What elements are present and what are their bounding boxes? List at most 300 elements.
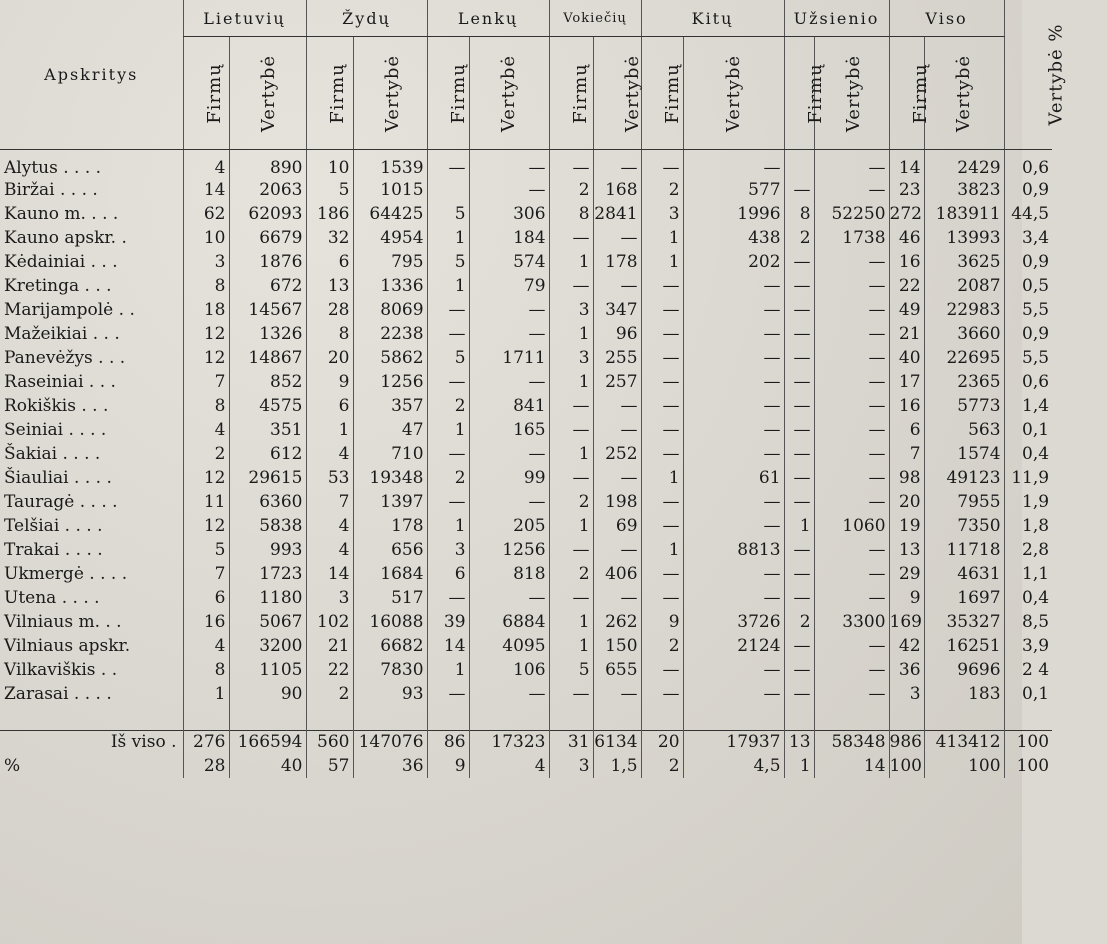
table-cell: 1,4 [1004, 394, 1052, 418]
table-cell: 1 [641, 250, 683, 274]
table-cell: 255 [593, 346, 641, 370]
table-cell: — [683, 370, 784, 394]
table-cell: 20 [889, 490, 924, 514]
table-cell: 6360 [229, 490, 306, 514]
table-cell: 11,9 [1004, 466, 1052, 490]
table-row [0, 346, 1052, 370]
table-cell: 7 [183, 370, 229, 394]
table-cell: 3 [549, 754, 593, 778]
table-cell: 36 [889, 658, 924, 682]
table-cell: — [641, 394, 683, 418]
table-cell: 102 [306, 610, 353, 634]
table-cell: — [593, 418, 641, 442]
table-cell: — [641, 442, 683, 466]
table-cell: 2087 [924, 274, 1004, 298]
table-cell: 6 [306, 394, 353, 418]
table-cell: — [683, 418, 784, 442]
table-cell: 169 [889, 610, 924, 634]
table-cell: 52250 [814, 202, 889, 226]
table-cell: 1 [549, 514, 593, 538]
table-cell: 1 [549, 322, 593, 346]
table-row [0, 322, 1052, 346]
table-cell: 0,9 [1004, 178, 1052, 202]
table-cell: 47 [353, 418, 427, 442]
table-cell: — [814, 178, 889, 202]
table-cell [427, 178, 469, 202]
table-cell: — [683, 346, 784, 370]
table-row [0, 514, 1052, 538]
table-cell: — [641, 346, 683, 370]
table-cell: — [814, 442, 889, 466]
table-cell: 993 [229, 538, 306, 562]
table-row [0, 538, 1052, 562]
table-cell: 184 [469, 226, 549, 250]
table-cell: 3 [641, 202, 683, 226]
table-cell: 69 [593, 514, 641, 538]
table-cell: 3 [549, 298, 593, 322]
table-cell: 1256 [469, 538, 549, 562]
table-cell: 7350 [924, 514, 1004, 538]
table-cell: 17 [889, 370, 924, 394]
table-cell: 17937 [683, 730, 784, 754]
table-cell: 3,4 [1004, 226, 1052, 250]
table-cell: — [683, 682, 784, 706]
table-cell: — [549, 682, 593, 706]
table-cell: 9 [889, 586, 924, 610]
table-cell: 1 [549, 250, 593, 274]
row-label: Kėdainiai . . . [4, 252, 118, 272]
table-cell: — [683, 490, 784, 514]
table-cell: — [814, 538, 889, 562]
table-cell: 1336 [353, 274, 427, 298]
table-cell: — [683, 274, 784, 298]
vertybe-header: Vertybė [381, 54, 403, 132]
table-cell: 1 [784, 514, 814, 538]
table-cell: 3625 [924, 250, 1004, 274]
table-row [0, 226, 1052, 250]
table-cell: 2 4 [1004, 658, 1052, 682]
table-cell: 1 [641, 466, 683, 490]
table-cell: 0,6 [1004, 370, 1052, 394]
table-row [0, 634, 1052, 658]
table-row [0, 562, 1052, 586]
table-row [0, 370, 1052, 394]
table-cell: 2 [306, 682, 353, 706]
table-cell: 7 [183, 562, 229, 586]
table-cell: — [641, 514, 683, 538]
vertybe-header: Vertybė [498, 54, 520, 132]
table-cell: 1 [306, 418, 353, 442]
table-cell: — [683, 298, 784, 322]
table-cell: 7 [889, 442, 924, 466]
table-cell: 795 [353, 250, 427, 274]
table-cell: 36 [353, 754, 427, 778]
table-cell: 4 [306, 538, 353, 562]
table-cell: 1256 [353, 370, 427, 394]
row-label: % [4, 756, 21, 776]
table-cell: 17323 [469, 730, 549, 754]
table-cell: 178 [353, 514, 427, 538]
table-cell: — [549, 538, 593, 562]
table-cell: 2 [549, 178, 593, 202]
table-cell: 183911 [924, 202, 1004, 226]
table-cell: 5838 [229, 514, 306, 538]
group-uzsienio: Užsienio [784, 0, 889, 37]
table-cell: — [683, 562, 784, 586]
table-cell: 6 [306, 250, 353, 274]
table-cell: 8 [183, 274, 229, 298]
table-cell: 86 [427, 730, 469, 754]
table-cell: 3 [183, 250, 229, 274]
table-cell: — [683, 658, 784, 682]
table-cell: 4 [306, 442, 353, 466]
table-cell: 5 [427, 202, 469, 226]
table-cell: 1 [183, 682, 229, 706]
table-cell: 19 [889, 514, 924, 538]
table-cell: 5,5 [1004, 298, 1052, 322]
table-cell: 5 [427, 250, 469, 274]
table-cell: 841 [469, 394, 549, 418]
table-cell: — [784, 442, 814, 466]
table-cell: — [814, 586, 889, 610]
table-cell: 198 [593, 490, 641, 514]
table-cell: 3726 [683, 610, 784, 634]
table-cell: 183 [924, 682, 1004, 706]
table-cell: 8 [549, 202, 593, 226]
table-cell: 8 [183, 658, 229, 682]
row-label: Šakiai . . . . [4, 444, 101, 464]
table-cell: 2 [641, 754, 683, 778]
table-cell: 32 [306, 226, 353, 250]
table-cell: — [784, 298, 814, 322]
table-cell: 1876 [229, 250, 306, 274]
table-cell: 5 [427, 346, 469, 370]
table-cell: 257 [593, 370, 641, 394]
table-cell: 13993 [924, 226, 1004, 250]
table-cell: 21 [889, 322, 924, 346]
firmu-header: Firmų [447, 62, 469, 124]
table-cell: 1 [427, 514, 469, 538]
table-cell: 0,5 [1004, 274, 1052, 298]
table-cell: 13 [784, 730, 814, 754]
table-cell: — [784, 418, 814, 442]
table-cell: — [593, 150, 641, 179]
table-cell: 5773 [924, 394, 1004, 418]
table-cell: 1539 [353, 150, 427, 179]
table-cell: 0,4 [1004, 442, 1052, 466]
table-cell: — [641, 490, 683, 514]
table-cell: 100 [1004, 754, 1052, 778]
table-cell: — [683, 150, 784, 179]
row-label: Ukmergė . . . . [4, 564, 128, 584]
table-cell: 1 [549, 610, 593, 634]
table-cell: 306 [469, 202, 549, 226]
table-cell: 7 [306, 490, 353, 514]
table-cell: 2063 [229, 178, 306, 202]
table-cell: — [469, 442, 549, 466]
table-cell: 62 [183, 202, 229, 226]
table-cell: 106 [469, 658, 549, 682]
row-label: Iš viso . [0, 730, 183, 754]
table-cell: — [549, 274, 593, 298]
row-label: Vilkaviškis . . [4, 660, 118, 680]
row-label: Kauno m. . . . [4, 204, 119, 224]
vertybe-header: Vertybė [842, 54, 864, 132]
table-cell: 0,1 [1004, 682, 1052, 706]
vertybe-header: Vertybė [953, 54, 975, 132]
table-cell: 22 [889, 274, 924, 298]
table-cell: — [469, 490, 549, 514]
table-cell: — [427, 442, 469, 466]
table-cell: — [469, 370, 549, 394]
table-cell: 4575 [229, 394, 306, 418]
table-cell: 3 [306, 586, 353, 610]
table-cell: 14567 [229, 298, 306, 322]
table-cell: 98 [889, 466, 924, 490]
table-cell: 14 [889, 150, 924, 179]
table-cell: 6682 [353, 634, 427, 658]
table-cell: 79 [469, 274, 549, 298]
table-cell: 165 [469, 418, 549, 442]
table-cell: 13 [306, 274, 353, 298]
table-cell: 13 [889, 538, 924, 562]
table-cell: 2 [784, 610, 814, 634]
vertybe-header: Vertybė [621, 54, 643, 132]
table-cell: 9 [306, 370, 353, 394]
table-cell: — [784, 562, 814, 586]
firmu-header: Firmų [569, 62, 591, 124]
table-cell: — [593, 538, 641, 562]
table-cell: 1697 [924, 586, 1004, 610]
table-cell: 563 [924, 418, 1004, 442]
spacer-row [0, 706, 1052, 730]
table-cell: — [683, 514, 784, 538]
table-cell: — [784, 466, 814, 490]
table-cell: 6884 [469, 610, 549, 634]
table-cell: — [641, 682, 683, 706]
table-cell: 14 [814, 754, 889, 778]
table-cell: 438 [683, 226, 784, 250]
table-cell [784, 150, 814, 179]
table-cell: 1,5 [593, 754, 641, 778]
table-cell: 100 [889, 754, 924, 778]
table-cell: — [427, 682, 469, 706]
table-cell: 2 [641, 178, 683, 202]
table-row [0, 610, 1052, 634]
table-cell: 14867 [229, 346, 306, 370]
row-label: Kauno apskr. . [4, 228, 127, 248]
table-cell: 9 [641, 610, 683, 634]
table-cell: 16251 [924, 634, 1004, 658]
table-cell: 49 [889, 298, 924, 322]
firmu-header: Firmų [661, 62, 683, 124]
firmu-header: Firmų [804, 62, 826, 124]
table-cell: 147076 [353, 730, 427, 754]
table-cell: 61 [683, 466, 784, 490]
table-cell: — [427, 150, 469, 179]
table-cell: 0,4 [1004, 586, 1052, 610]
table-cell: — [814, 346, 889, 370]
table-cell: 5 [549, 658, 593, 682]
table-cell: 7955 [924, 490, 1004, 514]
table-cell: — [814, 298, 889, 322]
table-cell: 574 [469, 250, 549, 274]
table-cell: — [549, 586, 593, 610]
table-body [0, 150, 1052, 779]
table-cell: — [683, 394, 784, 418]
table-cell: 2 [549, 562, 593, 586]
table-cell: 46 [889, 226, 924, 250]
table-cell: 272 [889, 202, 924, 226]
table-cell: 2 [784, 226, 814, 250]
table-cell: 4 [183, 150, 229, 179]
table-cell: 3,9 [1004, 634, 1052, 658]
table-cell: 2 [427, 466, 469, 490]
row-label: Alytus . . . . [4, 158, 102, 178]
table-row [0, 394, 1052, 418]
table-cell: 20 [306, 346, 353, 370]
vertybe-header: Vertybė [723, 54, 745, 132]
table-cell: 100 [1004, 730, 1052, 754]
group-lenku: Lenkų [427, 0, 549, 37]
table-cell: 6 [889, 418, 924, 442]
table-cell: — [814, 682, 889, 706]
table-cell: 2238 [353, 322, 427, 346]
table-cell: 8,5 [1004, 610, 1052, 634]
table-cell: 3 [889, 682, 924, 706]
table-cell: — [814, 250, 889, 274]
table-cell: 1738 [814, 226, 889, 250]
table-cell: 656 [353, 538, 427, 562]
table-cell: 0,6 [1004, 150, 1052, 179]
table-cell: 1 [427, 274, 469, 298]
table-cell: 1015 [353, 178, 427, 202]
table-cell: — [814, 658, 889, 682]
table-row [0, 178, 1052, 202]
table-cell: 14 [427, 634, 469, 658]
vertybe-header: Vertybė [257, 54, 279, 132]
table-cell: 23 [889, 178, 924, 202]
table-row [0, 274, 1052, 298]
table-cell: 18 [183, 298, 229, 322]
table-cell: — [784, 370, 814, 394]
table-cell: 4954 [353, 226, 427, 250]
row-label: Kretinga . . . [4, 276, 112, 296]
table-cell: 5 [183, 538, 229, 562]
table-cell: — [469, 586, 549, 610]
table-cell: 0,9 [1004, 322, 1052, 346]
row-label: Mažeikiai . . . [4, 324, 120, 344]
table-cell: 1 [784, 754, 814, 778]
table-cell: — [549, 466, 593, 490]
table-row [0, 490, 1052, 514]
table-cell: 186 [306, 202, 353, 226]
table-cell: 29615 [229, 466, 306, 490]
table-cell: 28 [183, 754, 229, 778]
table-cell: — [814, 466, 889, 490]
table-cell: 5067 [229, 610, 306, 634]
table-cell: 262 [593, 610, 641, 634]
table-cell: — [814, 562, 889, 586]
table-cell: 1 [549, 370, 593, 394]
row-label: Tauragė . . . . [4, 492, 118, 512]
table-row [0, 442, 1052, 466]
table-cell: 10 [306, 150, 353, 179]
table-cell: 4 [306, 514, 353, 538]
table-row [0, 250, 1052, 274]
table-cell: 168 [593, 178, 641, 202]
table-cell: — [814, 370, 889, 394]
table-cell: 7830 [353, 658, 427, 682]
table-cell: — [784, 586, 814, 610]
table-cell: — [641, 586, 683, 610]
table-cell: 21 [306, 634, 353, 658]
table-cell: — [814, 322, 889, 346]
table-cell: 612 [229, 442, 306, 466]
table-cell: 12 [183, 466, 229, 490]
table-cell: 1060 [814, 514, 889, 538]
group-vokieciu: Vokiečių [549, 0, 641, 37]
table-cell: 64425 [353, 202, 427, 226]
table-cell: 3 [549, 346, 593, 370]
percent-row [0, 754, 1052, 778]
table-cell: 14 [183, 178, 229, 202]
table-row [0, 202, 1052, 226]
totals-row [0, 730, 1052, 754]
table-cell: 6 [183, 586, 229, 610]
table-cell: — [683, 442, 784, 466]
table-cell: 406 [593, 562, 641, 586]
table-cell: 8069 [353, 298, 427, 322]
row-label: Panevėžys . . . [4, 348, 126, 368]
row-label: Vilniaus m. . . [4, 612, 122, 632]
table-cell: 22 [306, 658, 353, 682]
table-cell: — [683, 322, 784, 346]
table-cell: 2 [641, 634, 683, 658]
table-cell: 2 [183, 442, 229, 466]
table-cell: 31 [549, 730, 593, 754]
row-label: Telšiai . . . . [4, 516, 103, 536]
table-row [0, 586, 1052, 610]
table-cell: — [784, 490, 814, 514]
table-cell: 3300 [814, 610, 889, 634]
table-cell: 3 [427, 538, 469, 562]
table-cell: 35327 [924, 610, 1004, 634]
table-cell: 16 [889, 394, 924, 418]
table-cell: — [593, 466, 641, 490]
table-cell: — [641, 322, 683, 346]
table-cell: 99 [469, 466, 549, 490]
table-cell: — [593, 586, 641, 610]
table-cell: 351 [229, 418, 306, 442]
table-cell: 4 [183, 418, 229, 442]
firmu-header: Firmų [203, 62, 225, 124]
table-row [0, 150, 1052, 179]
row-label: Seiniai . . . . [4, 420, 107, 440]
table-cell: 710 [353, 442, 427, 466]
table-cell: — [784, 538, 814, 562]
table-cell: 655 [593, 658, 641, 682]
table-cell: 150 [593, 634, 641, 658]
table-cell: 852 [229, 370, 306, 394]
table-cell: 2429 [924, 150, 1004, 179]
table-cell: — [641, 274, 683, 298]
table-cell: — [549, 226, 593, 250]
table-cell: 8 [306, 322, 353, 346]
table-cell: 5862 [353, 346, 427, 370]
table-cell: 62093 [229, 202, 306, 226]
row-label: Utena . . . . [4, 588, 100, 608]
